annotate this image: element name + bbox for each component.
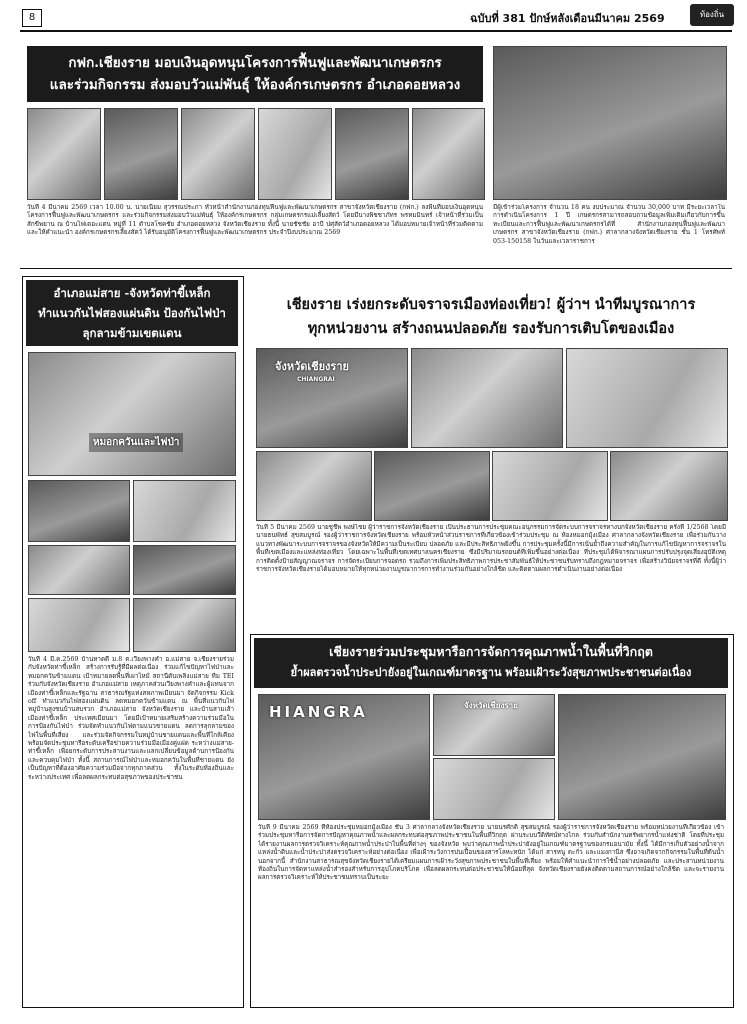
left-photo-main xyxy=(28,352,236,476)
main-story-headline-2: ทุกหน่วยงาน สร้างถนนปลอดภัย รองรับการเติบโตของเมือง xyxy=(307,320,675,337)
main-photo-1 xyxy=(256,348,408,448)
left-story-body: วันที่ 4 มี.ค.2569 บ้านหาดดี ม.8 ต.เวียงพางคำ อ.แม่สาย จ.เชียงรายร่วมกับจังหวัดท่าขี้เหล็ก สร้างการรับรู้ที่มีผลต่อเนื่อง ร่วมแก้ไขปัญหาไฟป่าและหมอกควันข้ามแดน เป้าหมายลดพื้นที่เผาไหม้ สถานีดับเพลิงแม่สาย ทีม TEI ร่วมกับจังหวัดเชียงราย อำเภอแม่สาย เหตุภาคส่วนเวียงพางคำและผู้แทนจากเมืองท่าขี้เหล็กและรัฐฉาน สาธารณรัฐแห่งสหภาพเมียนมา จัดกิจกรรม Kick off ทำแนวกันไฟสองแผ่นดิน ลดหมอกควันข้ามแดน ณ พื้นที่แนวกันไฟหมู่บ้านสูงชนบ้านสบรวก อำเภอแม่สาย จังหวัดเชียงราย และบ้านสามเส้า เมืองท่าขี้เหล็ก ประเทศเมียนมา โดยมีเป้าหมายเสริมสร้างความร่วมมือในการป้องกันไฟป่า ร่วมจัดทำแนวกันไฟตามแนวชายแดน ลดการลุกลามของไฟในพื้นที่เสี่ยง และร่วมจัดกิจกรรมในหมู่บ้านชายแดนและพื้นที่ใกล้เคียง พร้อมจัดประชุมหารือระดับเครือข่ายความร่วมมือเมืองคู่แฝด ระหว่างแม่สาย-ท่าขี้เหล็ก เพื่อยกระดับการประสานงานและแลกเปลี่ยนข้อมูลด้านการป้องกันและควบคุมไฟป่า ทั้งนี้ สถานการณ์ไฟป่าและหมอกควันในพื้นที่ชายแดน ยังเป็นปัญหาที่ต้องอาศัยความร่วมมือจากทุกภาคส่วน ทั้งในระดับท้องถิ่นและระหว่างประเทศ เพื่อลดผลกระทบต่อสุขภาพของประชาชน xyxy=(28,656,234,781)
bottom-photo-4 xyxy=(558,694,726,820)
top-story-body-left: วันที่ 4 มีนาคม 2569 เวลา 10.00 น. นายเนียม สุวรรณประภา หัวหน้าสำนักงานกองทุนฟื้นฟูและพัฒนาเกษตรกร สาขาจังหวัดเชียงราย (กฟก.) ลงพื้นที่มอบเงินอุดหนุนโครงการฟื้นฟูและพัฒนาเกษตรกร และร่วมกิจกรรมส่งมอบวัวแม่พันธุ์ ให้องค์กรเกษตรกร กลุ่มเกษตรกรแม่เลี้ยงสัตว์ โดยมีนางพิชชาภัทร พรหมมินทร์ เจ้าหน้าที่ร่วมเป็นสักขีพยาน ณ บ้านไฟเดอะแตน หมู่ที่ 11 ตำบลโชคชัย อำเภอดอยหลวง จังหวัดเชียงราย ทั้งนี้ นายชัชชัย อาบี ปศุสัตว์อำเภอดอยหลวง ได้มอบหมายเจ้าหน้าที่ร่วมติดตามและให้คำแนะนำ องค์กรเกษตรกรเลี้ยงสัตว์ ได้รับอนุมัติโครงการฟื้นฟูและพัฒนาเกษตรกร ประจำปีงบประมาณ 2569 xyxy=(27,204,483,237)
header-rule xyxy=(20,30,732,32)
left-photo-2 xyxy=(28,480,130,542)
main-story-body: วันที่ 5 มีนาคม 2569 นายชูชีพ พงษ์ไชย ผู้ว่าราชการจังหวัดเชียงราย เป็นประธานการประชุมคณะอนุกรรมการจัดระบบการจราจรทางบกจังหวัดเชียงราย ครั้งที่ 1/2568 โดยมีนายธนพัทธ์ สุขสมบูรณ์ รองผู้ว่าราชการจังหวัดเชียงราย พร้อมหัวหน้าส่วนราชการที่เกี่ยวข้องเข้าร่วมประชุม ณ ห้องหมอกมุ้งเมือง ศาลากลางจังหวัดเชียงราย เพื่อร่วมกันวางแนวทางพัฒนาระบบการจราจรของจังหวัดให้มีความเป็นระเบียบ ปลอดภัย และมีประสิทธิภาพยิ่งขึ้น การประชุมครั้งนี้มีการเน้นย้ำถึงความสำคัญในการแก้ไขปัญหาการจราจรในพื้นที่เขตเมืองและแหล่งท่องเที่ยว โดยเฉพาะในพื้นที่เขตเทศบาลนครเชียงราย ซึ่งมีปริมาณรถยนต์ที่เพิ่มขึ้นอย่างต่อเนื่อง ที่ประชุมได้พิจารณาแผนการปรับปรุงจุดเสี่ยงอุบัติเหตุ การติดตั้งป้ายสัญญาณจราจร การจัดระเบียบการจอดรถ รวมถึงการเพิ่มประสิทธิภาพการประชาสัมพันธ์ให้ประชาชนรับทราบถึงกฎหมายจราจร เพื่อสร้างวินัยจราจรที่ดี ทั้งนี้ผู้ว่าราชการจังหวัดเชียงรายได้มอบหมายให้ทุกหน่วยงานบูรณาการการทำงานร่วมกันอย่างใกล้ชิด และติดตามผลการดำเนินงานอย่างต่อเนื่อง xyxy=(256,524,726,574)
bottom-story-body: วันที่ 9 มีนาคม 2569 ที่ห้องประชุมหมอกมุ้งเมือง ชั้น 3 ศาลากลางจังหวัดเชียงราย นายนรศักดิ์ สุขสมบูรณ์ รองผู้ว่าราชการจังหวัดเชียงราย พร้อมหน่วยงานที่เกี่ยวข้อง เข้าร่วมประชุมหารือการจัดการปัญหาคุณภาพน้ำและผลกระทบต่อสุขภาพประชาชนในพื้นที่วิกฤต ผ่านระบบวีดิทัศน์ทางไกล ร่วมกับสำนักงานทรัพยากรน้ำแห่งชาติ โดยที่ประชุมได้รายงานผลการตรวจวิเคราะห์คุณภาพน้ำประปาในพื้นที่ต่างๆ ของจังหวัด พบว่าคุณภาพน้ำประปายังอยู่ในเกณฑ์มาตรฐานของกรมอนามัย ทั้งนี้ ได้มีการเก็บตัวอย่างน้ำจากแหล่งน้ำดิบและน้ำประปาส่งตรวจวิเคราะห์อย่างต่อเนื่อง เพื่อเฝ้าระวังการปนเปื้อนของสารโลหะหนัก ได้แก่ สารหนู ตะกั่ว และแมงกานีส ซึ่งอาจเกิดจากกิจกรรมในพื้นที่ต้นน้ำ นอกจากนี้ สำนักงานสาธารณสุขจังหวัดเชียงรายได้เตรียมแผนการเฝ้าระวังสุขภาพประชาชนในพื้นที่เสี่ยง พร้อมให้คำแนะนำการใช้น้ำอย่างปลอดภัย และประสานหน่วยงานท้องถิ่นในการจัดหาแหล่งน้ำสำรองสำหรับการอุปโภคบริโภค เพื่อลดผลกระทบต่อประชาชนให้น้อยที่สุด จังหวัดเชียงรายยังคงติดตามสถานการณ์อย่างใกล้ชิด และจะรายงานผลการตรวจวิเคราะห์ให้ประชาชนทราบเป็นระยะ xyxy=(258,824,724,882)
bottom-story-headline-1: เชียงรายร่วมประชุมหารือการจัดการคุณภาพน้ำในพื้นที่วิกฤต xyxy=(329,644,653,659)
top-story-headline-2: และร่วมกิจกรรม ส่งมอบวัวแม่พันธุ์ ให้องค์กรเกษตรกร อำเภอดอยหลวง xyxy=(49,77,461,93)
main-story-headline-1: เชียงราย เร่งยกระดับจราจรเมืองท่องเที่ยว! ผู้ว่าฯ นำทีมบูรณาการ xyxy=(286,296,696,313)
left-story-banner xyxy=(26,280,238,346)
left-photo-4 xyxy=(28,545,130,595)
main-photo-5 xyxy=(374,451,490,521)
top-photo-4 xyxy=(258,108,332,200)
main-photo-7 xyxy=(610,451,728,521)
bottom-photo-3 xyxy=(433,758,555,820)
main-photo-sign: จังหวัดเชียงราย xyxy=(275,360,349,373)
top-story-body-right: มีผู้เข้าร่วมโครงการ จำนวน 18 คน งบประมาณ จำนวน 30,000 บาท มีระยะเวลาในการดำเนินโครงการ 1 ปี เกษตรกรสามารถสอบถามข้อมูลเพิ่มเติมเกี่ยวกับการขึ้นทะเบียนและการฟื้นฟูและพัฒนาเกษตรกรได้ที่ สำนักงานกองทุนฟื้นฟูและพัฒนาเกษตรกร สาขาจังหวัดเชียงราย (กฟก.) ศาลากลางจังหวัดเชียงราย ชั้น 1 โทรศัพท์ 053-150158 ในวันและเวลาราชการ xyxy=(493,204,725,245)
left-photo-caption: หมอกควันและไฟป่า xyxy=(89,433,183,452)
newspaper-logo: ท้องถิ่น xyxy=(690,4,734,26)
top-photo-large xyxy=(493,46,727,200)
bottom-photo-2 xyxy=(433,694,555,756)
bottom-story-headline-2: ย้ำผลตรวจน้ำประปายังอยู่ในเกณฑ์มาตรฐาน พร้อมเฝ้าระวังสุขภาพประชาชนต่อเนื่อง xyxy=(290,666,692,679)
left-story-headline-2: ทำแนวกันไฟสองแผ่นดิน ป้องกันไฟป่า xyxy=(38,306,226,320)
top-photo-6 xyxy=(412,108,485,200)
top-photo-2 xyxy=(104,108,178,200)
main-photo-6 xyxy=(492,451,608,521)
left-photo-6 xyxy=(28,598,130,652)
issue-line: ฉบับที่ 381 ปักษ์หลังเดือนมีนาคม 2569 xyxy=(470,12,665,25)
main-photo-sign-sub: CHIANGRAI xyxy=(297,376,335,383)
top-story-headline-1: กฟก.เชียงราย มอบเงินอุดหนุนโครงการฟื้นฟูและพัฒนาเกษตรกร xyxy=(68,55,442,71)
bottom-photo-sign: HIANGRA xyxy=(269,703,368,721)
main-photo-2 xyxy=(411,348,563,448)
left-photo-5 xyxy=(133,545,236,595)
bottom-story-banner xyxy=(254,638,728,688)
left-photo-7 xyxy=(133,598,236,652)
page-number: 8 xyxy=(22,9,42,27)
main-photo-4 xyxy=(256,451,372,521)
top-photo-5 xyxy=(335,108,409,200)
left-story-headline-1: อำเภอแม่สาย -จังหวัดท่าขี้เหล็ก xyxy=(53,286,211,300)
top-section-rule xyxy=(20,268,732,269)
left-photo-3 xyxy=(133,480,236,542)
bottom-photo-2-sign: จังหวัดเชียงราย xyxy=(464,701,518,710)
top-photo-1 xyxy=(27,108,101,200)
main-photo-3 xyxy=(566,348,728,448)
bottom-photo-main xyxy=(258,694,430,820)
left-story-headline-3: ลุกลามข้ามเขตแดน xyxy=(82,326,182,340)
top-photo-3 xyxy=(181,108,255,200)
top-story-banner xyxy=(27,46,483,102)
